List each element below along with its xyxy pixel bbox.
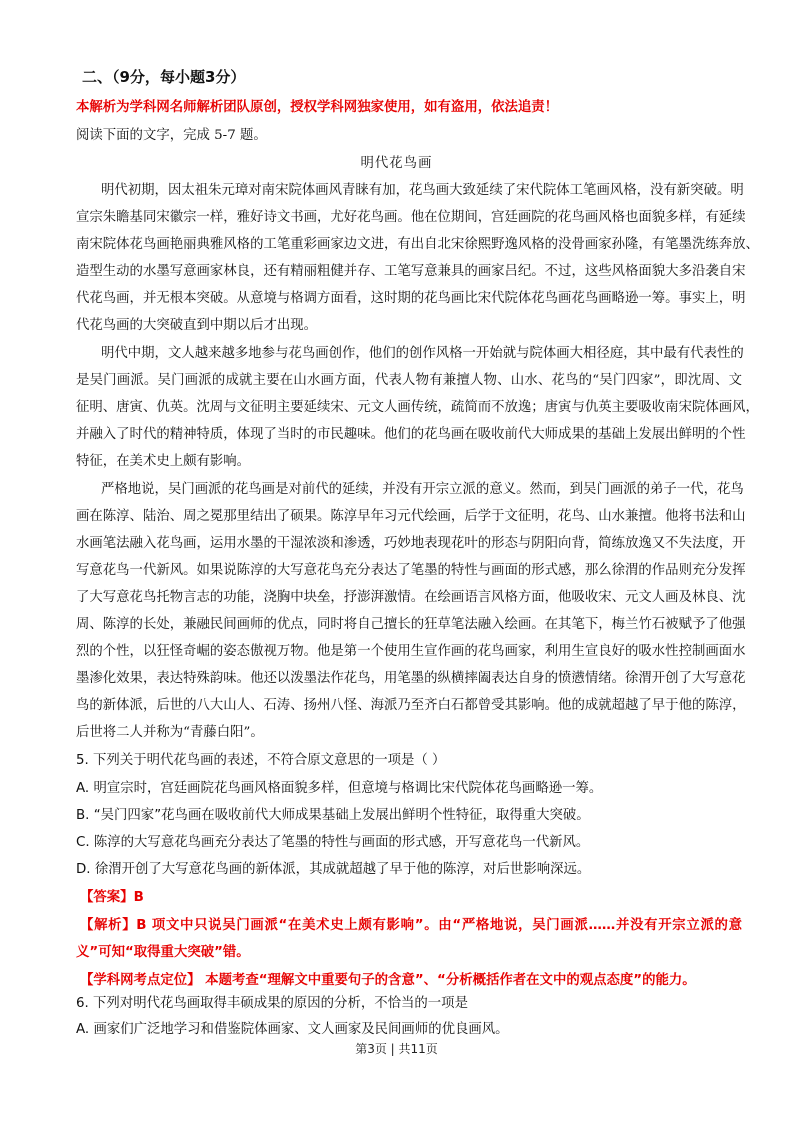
paragraph-line: 鸟的新体派，后世的八大山人、石涛、扬州八怪、海派乃至齐白石都曾受其影响。他的成就超越了早于他的陈淳， (76, 698, 746, 713)
paragraph-line: 水画笔法融入花鸟画，运用水墨的干湿浓淡和渗透，巧妙地表现花叶的形态与阴阳向背，简练放逸又不失法度，开 (76, 536, 746, 551)
copyright-notice: 本解析为学科网名师解析团队原创，授权学科网独家使用，如有盗用，依法追责！ (76, 99, 559, 115)
paragraph-line: 了大写意花鸟托物言志的功能，浇胸中块垒，抒澎湃激情。在绘画语言风格方面，他吸收宋、元文人画及林良、沈 (76, 590, 746, 605)
page-footer: 第3页 | 共11页 (355, 1042, 438, 1056)
paragraph-line: 明代初期，因太祖朱元璋对南宋院体画风青睐有加，花鸟画大致延续了宋代院体工笔画风格，没有新突破。明 (101, 183, 744, 198)
analysis-line: 【解析】B 项文中只说吴门画派“在美术史上颇有影响”。由“严格地说，吴门画派……并没有开宗立派的意 (80, 918, 742, 933)
section-heading: 二、（9分，每小题3分） (82, 68, 246, 86)
paragraph-line: 并融入了时代的精神特质，体现了当时的市民趣味。他们的花鸟画在吸收前代大师成果的基础上发展出鲜明的个性 (76, 427, 746, 442)
paragraph-line: 墨渗化效果，表达特殊韵味。他还以泼墨法作花鸟，用笔墨的纵横摔阖表达自身的愤懑情绪。徐渭开创了大写意花 (76, 671, 746, 686)
paragraph-line: 写意花鸟一代新风。如果说陈淳的大写意花鸟充分表达了笔墨的特性与画面的形式感，那么徐渭的作品则充分发挥 (76, 563, 746, 578)
question-6-option-a: A. 画家们广泛地学习和借鉴院体画家、文人画家及民间画师的优良画风。 (76, 1022, 509, 1037)
paragraph-line: 后世将二人并称为“青藤白阳”。 (76, 725, 264, 740)
paragraph-line: 征明、唐寅、仇英。沈周与文征明主要延续宋、元文人画传统，疏简而不放逸；唐寅与仇英主要吸收南宋院体画风， (76, 400, 759, 415)
paragraph-line: 画在陈淳、陆治、周之冕那里结出了硕果。陈淳早年习元代绘画，后学于文征明，花鸟、山水兼擅。他将书法和山 (76, 509, 746, 524)
answer-value: B (133, 890, 144, 905)
question-5-option-c: C. 陈淳的大写意花鸟画充分表达了笔墨的特性与画面的形式感，开写意花鸟一代新风。 (76, 835, 590, 850)
question-5-option-a: A. 明宣宗时，宫廷画院花鸟画风格面貌多样，但意境与格调比宋代院体花鸟画略逊一筹。 (76, 781, 603, 796)
paragraph-line: 是吴门画派。吴门画派的成就主要在山水画方面，代表人物有兼擅人物、山水、花鸟的“吴门四家”，即沈周、文 (76, 373, 742, 388)
paragraph-line: 南宋院体花鸟画艳丽典雅风格的工笔重彩画家边文进，有出自北宋徐熙野逸风格的没骨画家孙隆，有笔墨洗练奔放、 (76, 237, 759, 252)
paragraph-line: 周、陈淳的长处，兼融民间画师的优点，同时将自己擅长的狂草笔法融入绘画。在其笔下，梅兰竹石被赋予了他强 (76, 617, 746, 632)
paragraph-line: 代花鸟画，并无根本突破。从意境与格调方面看，这时期的花鸟画比宋代院体花鸟画花鸟画略逊一筹。事实上，明 (76, 291, 746, 306)
answer-label: 【答案】 (80, 890, 134, 905)
focus-line: 【学科网考点定位】 本题考查“理解文中重要句子的含意”、“分析概括作者在文中的观点态度”的能力。 (80, 973, 696, 988)
paragraph-line: 造型生动的水墨写意画家林良，还有精丽粗健并存、工笔写意兼具的画家吕纪。不过，这些风格面貌大多沿袭自宋 (76, 264, 746, 279)
analysis-line: 义”可知“取得重大突破”错。 (76, 945, 250, 960)
paragraph-line: 烈的个性，以狂怪奇崛的姿态傲视万物。他是第一个使用生宣作画的花鸟画家，利用生宣良好的吸水性控制画面水 (76, 644, 746, 659)
instruction: 阅读下面的文字，完成 5-7 题。 (76, 128, 267, 143)
paragraph-line: 特征，在美术史上颇有影响。 (76, 454, 251, 469)
paragraph-line: 明代中期，文人越来越多地参与花鸟画创作，他们的创作风格一开始就与院体画大相径庭，其中最有代表性的 (101, 346, 744, 361)
paragraph-line: 代花鸟画的大突破直到中期以后才出现。 (76, 318, 318, 333)
question-5-option-b: B. “吴门四家”花鸟画在吸收前代大师成果基础上发展出鲜明个性特征，取得重大突破。 (76, 808, 590, 823)
paragraph-line: 严格地说，吴门画派的花鸟画是对前代的延续，并没有开宗立派的意义。然而，到吴门画派的弟子一代，花鸟 (101, 482, 744, 497)
article-title: 明代花鸟画 (360, 156, 433, 171)
answer-line (80, 889, 144, 907)
question-5-option-d: D. 徐渭开创了大写意花鸟画的新体派，其成就超越了早于他的陈淳，对后世影响深远。 (76, 862, 591, 877)
question-6-stem: 6. 下列对明代花鸟画取得丰硕成果的原因的分析，不恰当的一项是 (76, 996, 468, 1011)
question-5-stem: 5. 下列关于明代花鸟画的表述，不符合原文意思的一项是（ ） (76, 753, 446, 768)
paragraph-line: 宣宗朱瞻基同宋徽宗一样，雅好诗文书画，尤好花鸟画。他在位期间，宫廷画院的花鸟画风格也面貌多样，有延续 (76, 210, 746, 225)
